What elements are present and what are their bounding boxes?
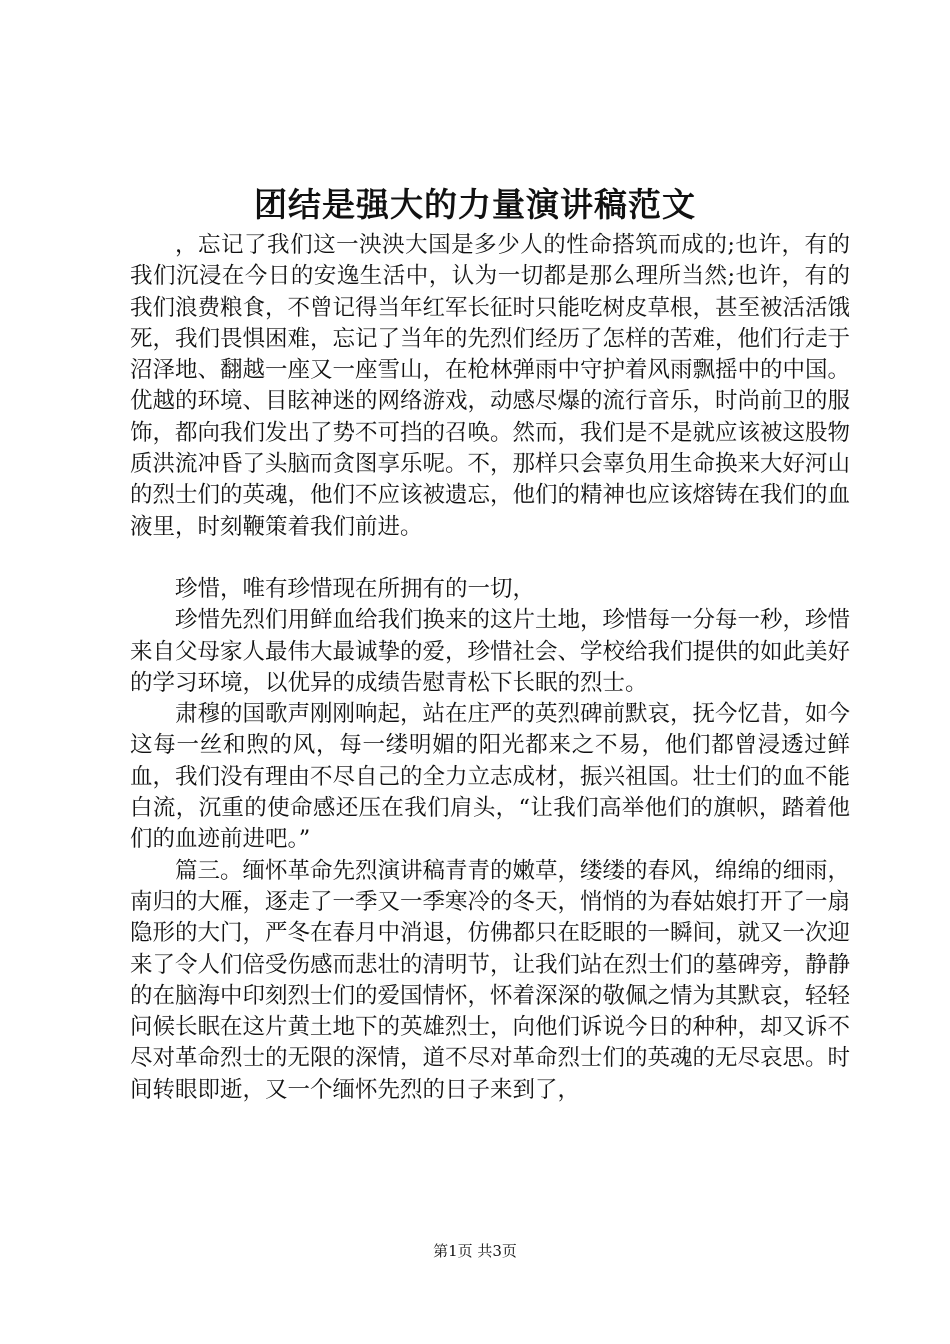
document-body	[130, 230, 850, 1106]
paragraph-1: ，忘记了我们这一泱泱大国是多少人的性命搭筑而成的;也许，有的我们沉浸在今日的安逸生活中，认为一切都是那么理所当然;也许，有的我们浪费粮食，不曾记得当年红军长征时只能吃树皮草根，甚至被活活饿死，我们畏惧困难，忘记了当年的先烈们经历了怎样的苦难，他们行走于沼泽地、翻越一座又一座雪山，在枪林弹雨中守护着风雨飘摇中的中国。优越的环境、目眩神迷的网络游戏，动感尽爆的流行音乐，时尚前卫的服饰，都向我们发出了势不可挡的召唤。然而，我们是不是就应该被这股物质洪流冲昏了头脑而贪图享乐呢。不，那样只会辜负用生命换来大好河山的烈士们的英魂，他们不应该被遗忘，他们的精神也应该熔铸在我们的血液里，时刻鞭策着我们前进。	[130, 232, 851, 540]
paragraph-2: 珍惜，唯有珍惜现在所拥有的一切，	[175, 575, 536, 602]
paragraph-4: 肃穆的国歌声刚刚响起，站在庄严的英烈碑前默哀，抚今忆昔，如今这每一丝和煦的风，每一缕明媚的阳光都来之不易，他们都曾浸透过鲜血，我们没有理由不尽自己的全力立志成材，振兴祖国。壮士们的血不能白流，沉重的使命感还压在我们肩头，“让我们高举他们的旗帜，踏着他们的血迹前进吧。”	[130, 701, 851, 853]
paragraph-5: 篇三。缅怀革命先烈演讲稿青青的嫩草，缕缕的春风，绵绵的细雨，南归的大雁，逐走了一季又一季寒冷的冬天，悄悄的为春姑娘打开了一扇隐形的大门，严冬在春月中消退，仿佛都只在眨眼的一瞬间，就又一次迎来了令人们倍受伤感而悲壮的清明节，让我们站在烈士们的墓碑旁，静静的在脑海中印刻烈士们的爱国情怀，怀着深深的敬佩之情为其默哀，轻轻问候长眠在这片黄土地下的英雄烈士，向他们诉说今日的种种，却又诉不尽对革命烈士的无限的深情，道不尽对革命烈士们的英魂的无尽哀思。时间转眼即逝，又一个缅怀先烈的日子来到了，	[130, 857, 851, 1103]
document-title: 团结是强大的力量演讲稿范文	[254, 185, 696, 224]
page-footer: 第1页 共3页	[433, 1242, 517, 1260]
paragraph-3: 珍惜先烈们用鲜血给我们换来的这片土地，珍惜每一分每一秒，珍惜来自父母家人最伟大最诚挚的爱，珍惜社会、学校给我们提供的如此美好的学习环境，以优异的成绩告慰青松下长眠的烈士。	[130, 607, 851, 696]
